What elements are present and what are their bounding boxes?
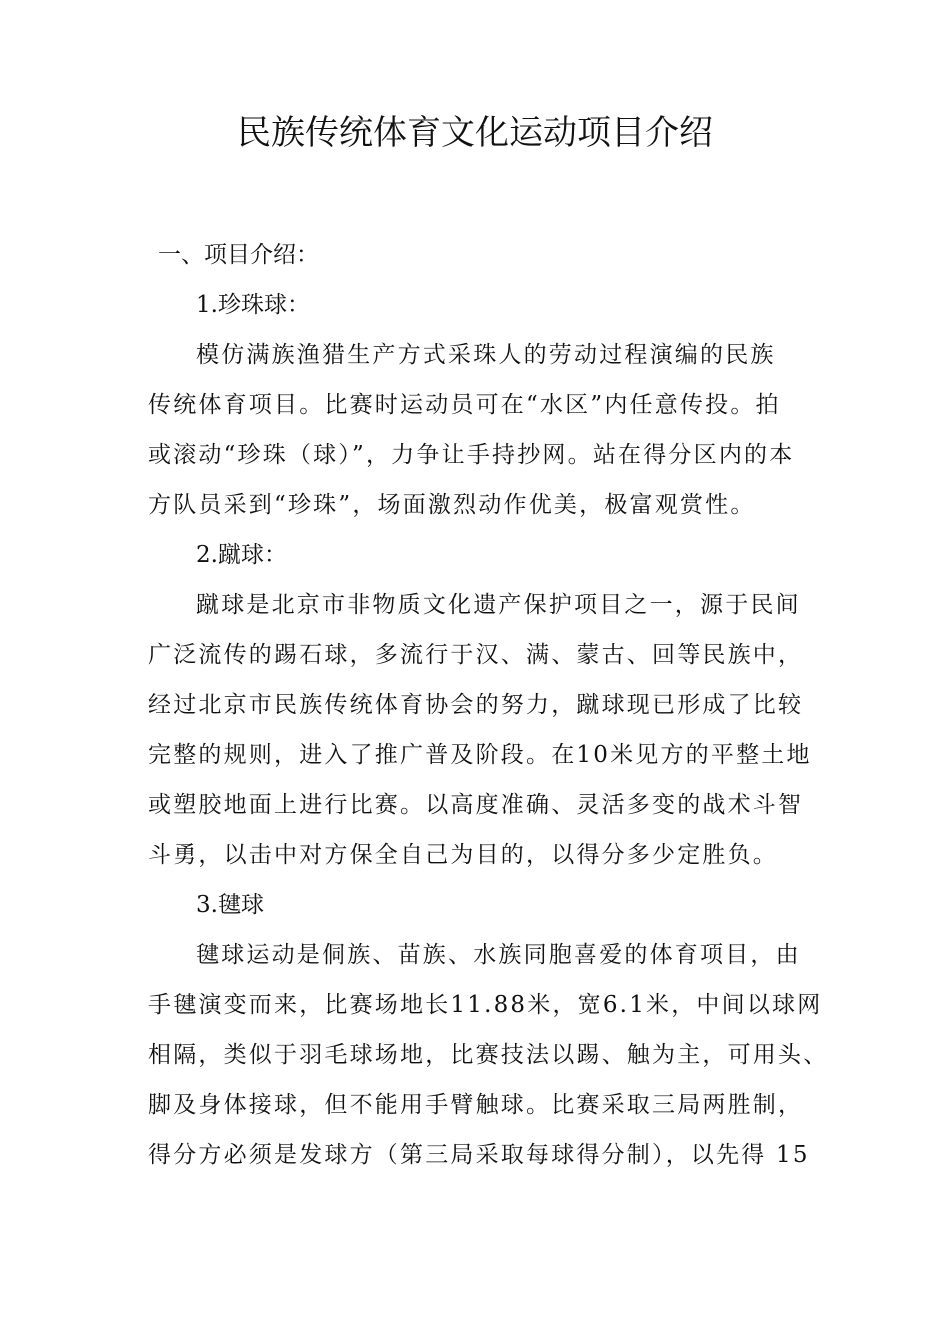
paragraph-line: 方队员采到“珍珠”，场面激烈动作优美，极富观赏性。	[148, 492, 756, 518]
paragraph-line: 毽球运动是侗族、苗族、水族同胞喜爱的体育项目，由	[196, 942, 801, 968]
paragraph-line: 脚及身体接球，但不能用手臂触球。比赛采取三局两胜制，	[148, 1092, 804, 1118]
item-heading-cuqiu: 2.蹴球：	[196, 542, 287, 568]
document-title: 民族传统体育文化运动项目介绍	[237, 113, 713, 153]
item-heading-jianqiu: 3.毽球	[196, 892, 264, 918]
paragraph-line: 或滚动“珍珠（球）”，力争让手持抄网。站在得分区内的本	[148, 442, 795, 468]
paragraph-line: 或塑胶地面上进行比赛。以高度准确、灵活多变的战术斗智	[148, 792, 804, 818]
item-heading-pearl-ball: 1.珍珠球：	[196, 292, 310, 318]
paragraph-line: 传统体育项目。比赛时运动员可在“水区”内任意传投。拍	[148, 392, 781, 418]
paragraph-line: 完整的规则，进入了推广普及阶段。在10米见方的平整土地	[148, 742, 812, 768]
paragraph-line: 模仿满族渔猎生产方式采珠人的劳动过程演编的民族	[196, 342, 776, 368]
paragraph-line: 斗勇，以击中对方保全自己为目的，以得分多少定胜负。	[148, 842, 778, 868]
paragraph-line: 经过北京市民族传统体育协会的努力，蹴球现已形成了比较	[148, 692, 804, 718]
paragraph-line: 得分方必须是发球方（第三局采取每球得分制），以先得 15	[148, 1142, 810, 1168]
paragraph-line: 广泛流传的踢石球，多流行于汉、满、蒙古、回等民族中，	[148, 642, 804, 668]
paragraph-line: 蹴球是北京市非物质文化遗产保护项目之一，源于民间	[196, 592, 801, 618]
paragraph-line: 手毽演变而来，比赛场地长11.88米，宽6.1米，中间以球网	[148, 992, 823, 1018]
section-heading: 一、项目介绍：	[158, 242, 319, 268]
paragraph-line: 相隔，类似于羽毛球场地，比赛技法以踢、触为主，可用头、	[148, 1042, 829, 1068]
